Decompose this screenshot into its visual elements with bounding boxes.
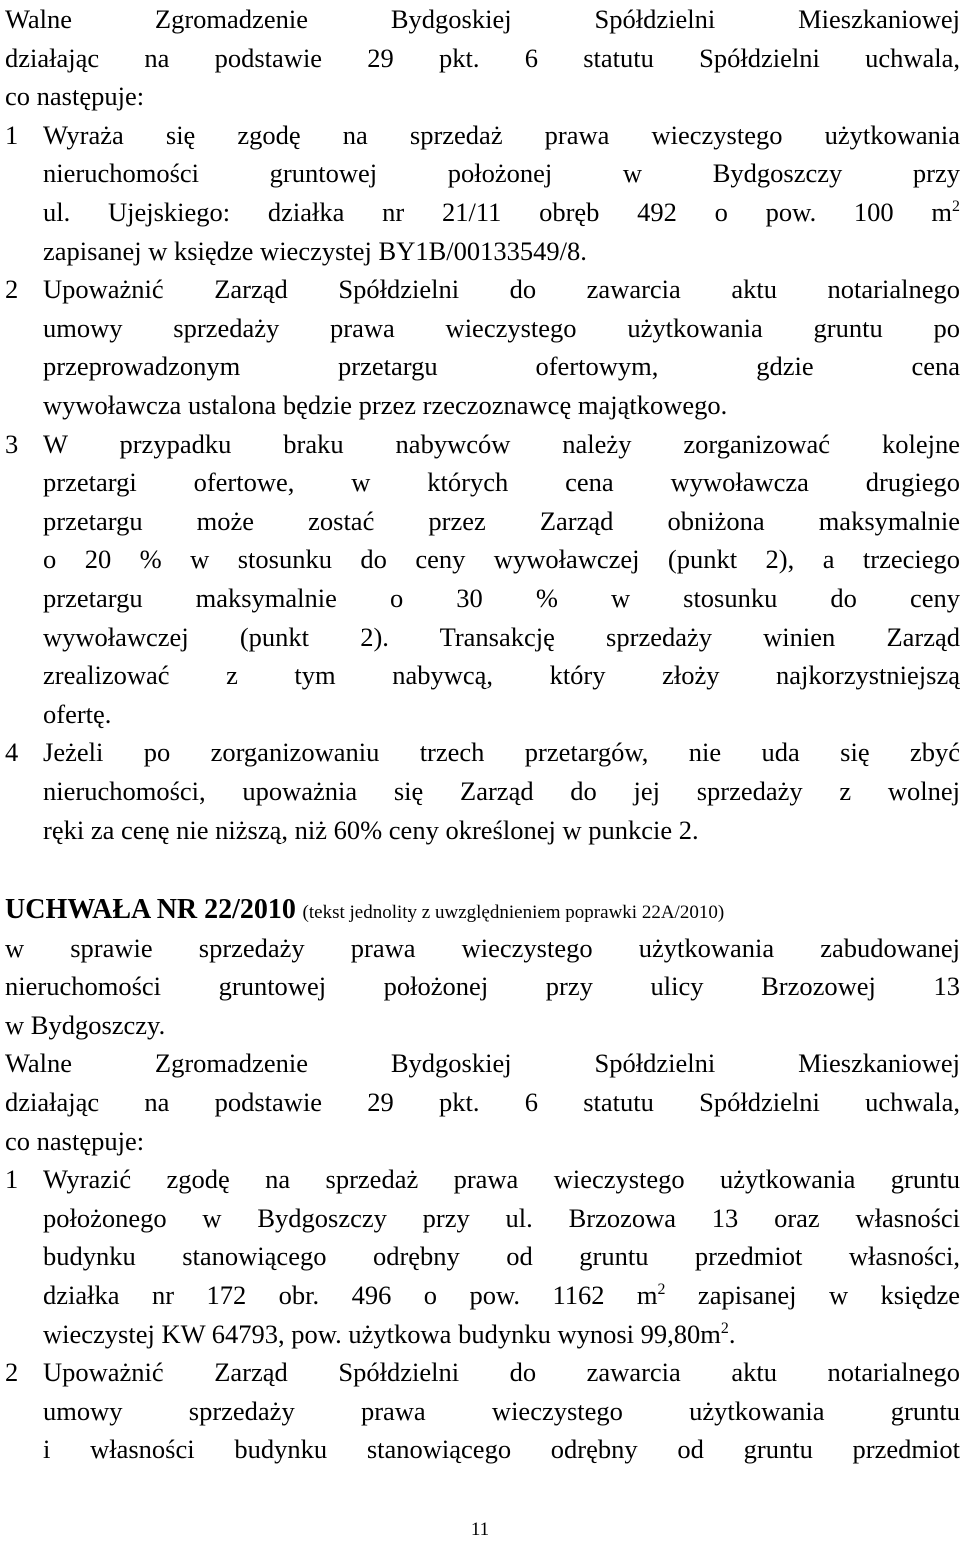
- superscript: 2: [720, 1319, 729, 1337]
- item-text: Upoważnić Zarząd Spółdzielni do zawarcia aktu notarialnego: [43, 1357, 960, 1388]
- resolution-heading: [5, 890, 960, 933]
- resolution-note: (tekst jednolity z uwzględnieniem poprawki 22A/2010): [302, 902, 725, 923]
- item-text: wywoławcza ustalona będzie przez rzeczoznawcę majątkowego.: [43, 390, 728, 420]
- item-text: przeprowadzonym przetargu ofertowym, gdzie cena: [43, 351, 960, 382]
- item-text: ręki za cenę nie niższą, niż 60% ceny określonej w punkcie 2.: [43, 814, 699, 845]
- item-text: Jeżeli po zorganizowaniu trzech przetargów, nie uda się zbyć: [43, 737, 960, 768]
- item-text: W przypadku braku nabywców należy zorganizować kolejne: [43, 428, 960, 459]
- item-number: 2: [5, 1357, 19, 1388]
- intro-line: co następuje:: [5, 81, 145, 112]
- superscript: 2: [657, 1281, 666, 1299]
- intro-line: Walne Zgromadzenie Bydgoskiej Spółdzielni Mieszkaniowej: [5, 1048, 960, 1079]
- item-text: umowy sprzedaży prawa wieczystego użytkowania gruntu: [43, 1395, 960, 1426]
- item-text: przetargi ofertowe, w których cena wywoławcza drugiego: [43, 467, 960, 498]
- item-number: 4: [5, 737, 19, 768]
- item-text: położonego w Bydgoszczy przy ul. Brzozowa 13 oraz własności: [43, 1202, 960, 1233]
- intro-line: Walne Zgromadzenie Bydgoskiej Spółdzielni Mieszkaniowej: [5, 4, 960, 34]
- item-number: 3: [5, 428, 19, 459]
- subject-line: w Bydgoszczy.: [5, 1009, 166, 1040]
- item-text: wieczystej KW 64793, pow. użytkowa budynku wynosi $99,80m^2$.: [43, 1318, 736, 1349]
- item-text: ul. Ujejskiego: działka nr 21/11 obręb 492 o pow. 100 $m^2$: [43, 197, 960, 227]
- subject-line: w sprawie sprzedaży prawa wieczystego użytkowania zabudowanej: [5, 932, 960, 963]
- item-number: 2: [5, 274, 19, 305]
- item-text: wywoławczej (punkt 2). Transakcję sprzedaży winien Zarząd: [43, 621, 960, 652]
- item-text: przetargu maksymalnie o 30 % w stosunku do ceny: [43, 583, 960, 613]
- item-text: nieruchomości gruntowej położonej w Bydgoszczy przy: [43, 158, 960, 189]
- item-text: zrealizować z tym nabywcą, który złoży najkorzystniejszą: [43, 660, 960, 691]
- item-number: 1: [5, 119, 19, 150]
- item-text: umowy sprzedaży prawa wieczystego użytkowania gruntu po: [43, 312, 960, 343]
- item-text: Wyraża się zgodę na sprzedaż prawa wieczystego użytkowania: [43, 119, 960, 150]
- item-text: ofertę.: [43, 698, 112, 729]
- item-text: Wyrazić zgodę na sprzedaż prawa wieczystego użytkowania gruntu: [43, 1164, 960, 1195]
- item-text: o 20 % w stosunku do ceny wywoławczej (punkt 2), a trzeciego: [43, 544, 960, 575]
- item-text: przetargu może zostać przez Zarząd obniżona maksymalnie: [43, 505, 960, 536]
- item-text: działka nr 172 obr. 496 o pow. 1162 $m^2$ zapisanej w księdze: [43, 1280, 960, 1310]
- intro-line: działając na podstawie 29 pkt. 6 statutu Spółdzielni uchwala,: [5, 42, 960, 73]
- intro-line: co następuje:: [5, 1125, 145, 1156]
- item-text: Upoważnić Zarząd Spółdzielni do zawarcia aktu notarialnego: [43, 274, 960, 305]
- page-number: 11: [470, 1519, 490, 1540]
- item-text: nieruchomości, upoważnia się Zarząd do jej sprzedaży z wolnej: [43, 776, 960, 806]
- superscript: 2: [952, 198, 960, 216]
- item-text: i własności budynku stanowiącego odrębny od gruntu przedmiot: [43, 1434, 960, 1465]
- item-text: zapisanej w księdze wieczystej BY1B/00133549/8.: [43, 235, 587, 266]
- resolution-title: UCHWAŁA NR 22/2010: [5, 894, 296, 925]
- item-text: budynku stanowiącego odrębny od gruntu przedmiot własności,: [43, 1241, 960, 1272]
- subject-line: nieruchomości gruntowej położonej przy ulicy Brzozowej 13: [5, 971, 960, 1002]
- intro-line: działając na podstawie 29 pkt. 6 statutu Spółdzielni uchwala,: [5, 1087, 960, 1117]
- item-number: 1: [5, 1164, 19, 1195]
